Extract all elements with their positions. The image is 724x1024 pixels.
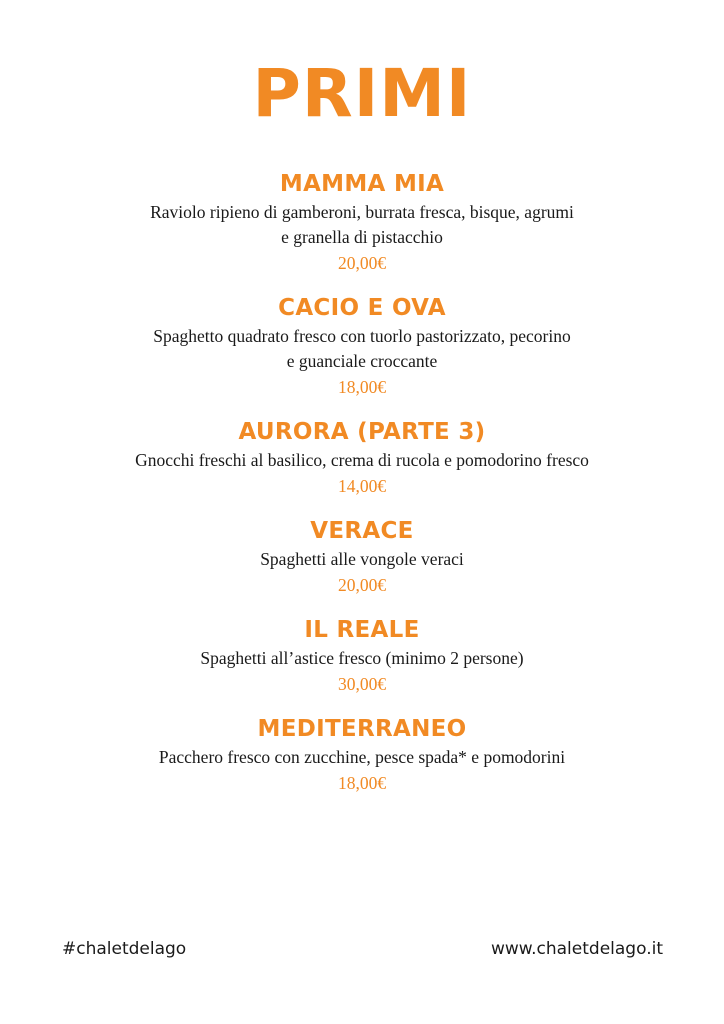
menu-item: [0, 292, 724, 400]
dish-name: IL REALE: [304, 617, 420, 643]
dish-description-line: e guanciale croccante: [286, 351, 438, 371]
page-title: PRIMI: [252, 55, 472, 132]
dish-description-line: Raviolo ripieno di gamberoni, burrata fresca, bisque, agrumi: [150, 202, 574, 222]
dish-description-line: Spaghetti all’astice fresco (minimo 2 persone): [200, 648, 524, 668]
menu-item: [0, 713, 724, 796]
dish-price: 18,00€: [337, 377, 387, 397]
dish-name: VERACE: [310, 518, 414, 544]
dish-description-line: e granella di pistacchio: [281, 227, 443, 247]
footer-website-link[interactable]: www.chaletdelago.it: [490, 939, 663, 959]
menu-list: [0, 168, 724, 812]
menu-item: [0, 168, 724, 276]
dish-description-line: Spaghetto quadrato fresco con tuorlo pastorizzato, pecorino: [153, 326, 571, 346]
footer-hashtag: #chaletdelago: [62, 939, 187, 959]
dish-description-line: Pacchero fresco con zucchine, pesce spada* e pomodorini: [158, 747, 566, 767]
dish-name: AURORA (PARTE 3): [238, 419, 486, 445]
dish-price: 30,00€: [337, 674, 387, 694]
dish-price: 18,00€: [337, 773, 387, 793]
dish-name: CACIO E OVA: [278, 295, 446, 321]
dish-name: MEDITERRANEO: [257, 716, 467, 742]
dish-price: 20,00€: [337, 575, 387, 595]
dish-description-line: Gnocchi freschi al basilico, crema di rucola e pomodorino fresco: [135, 450, 589, 470]
dish-price: 20,00€: [337, 253, 387, 273]
menu-item: [0, 515, 724, 598]
dish-name: MAMMA MIA: [279, 171, 445, 197]
menu-item: [0, 614, 724, 697]
menu-item: [0, 416, 724, 499]
dish-price: 14,00€: [337, 476, 387, 496]
dish-description-line: Spaghetti alle vongole veraci: [260, 549, 464, 569]
